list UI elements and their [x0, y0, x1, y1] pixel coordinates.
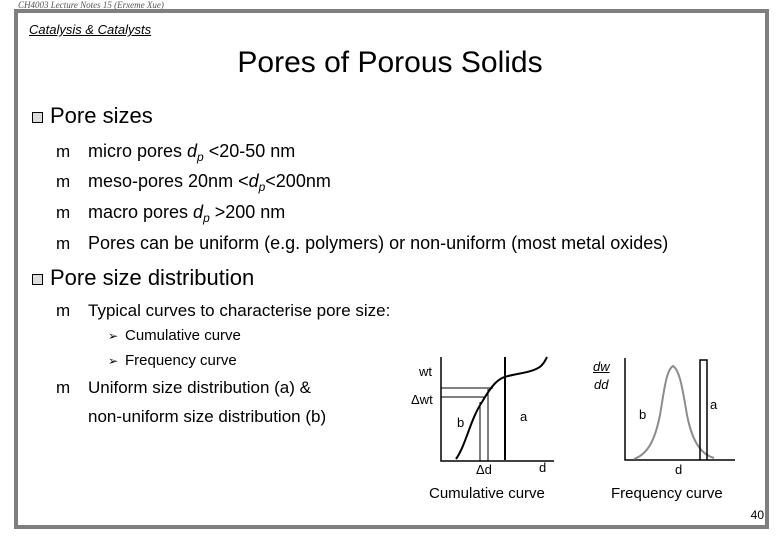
arrow-bullet-icon: ➢ [108, 354, 119, 368]
list-item-continuation: non-uniform size distribution (b) [88, 407, 327, 426]
delta-d-label: Δd [476, 462, 492, 477]
sub-list-item: ➢ Cumulative curve [108, 327, 241, 344]
section-heading: Pore sizes [50, 103, 153, 128]
course-title: Catalysis & Catalysts [29, 22, 152, 37]
m-bullet-icon: m [56, 142, 71, 161]
header-note: CH4003 Lecture Notes 15 (Erxeme Xue) [18, 0, 164, 10]
m-bullet-icon: m [56, 378, 71, 397]
frequency-x-label: d [675, 462, 683, 477]
cumulative-y-label: wt [419, 364, 432, 379]
list-item-text: micro pores $d_p <20-50$ nm [88, 141, 296, 164]
m-bullet-icon: m [56, 172, 71, 191]
m-bullet-icon: m [56, 301, 71, 320]
sub-list-item: ➢ Frequency curve [108, 352, 237, 369]
cumulative-caption: Cumulative curve [429, 485, 545, 502]
frequency-curve-a-label: a [710, 397, 718, 412]
list-item-text: Pores can be uniform (e.g. polymers) or non-uniform (most metal oxides) [88, 233, 669, 253]
frequency-curve-b-label: b [639, 407, 647, 422]
frequency-caption: Frequency curve [611, 485, 723, 502]
delta-wt-label: Δwt [411, 392, 433, 407]
cumulative-curve-b-label: b [457, 415, 465, 430]
m-bullet-icon: m [56, 203, 71, 222]
frequency-curve-a [700, 360, 707, 460]
page-number: 40 [750, 508, 764, 522]
cumulative-axes [441, 357, 554, 461]
cumulative-x-label: d [539, 460, 547, 475]
frequency-y-denominator: dd [594, 377, 609, 392]
list-item-text: meso-pores $20nm <d_p<200nm$ [88, 171, 331, 194]
cumulative-curve-a-label: a [520, 409, 528, 424]
section-heading: Pore size distribution [50, 265, 255, 290]
list-item-text: Uniform size distribution (a) & [88, 378, 311, 397]
frequency-y-numerator: dw [593, 359, 610, 374]
cumulative-curve-b [456, 357, 547, 459]
m-bullet-icon: m [56, 234, 71, 253]
list-item-text: Typical curves to characterise pore size: [88, 301, 391, 320]
cumulative-diagram [441, 357, 554, 461]
arrow-bullet-icon: ➢ [108, 329, 119, 343]
slide-title: Pores of Porous Solids [237, 46, 543, 79]
list-item-text: macro pores $d_p >200$ nm [88, 202, 286, 225]
